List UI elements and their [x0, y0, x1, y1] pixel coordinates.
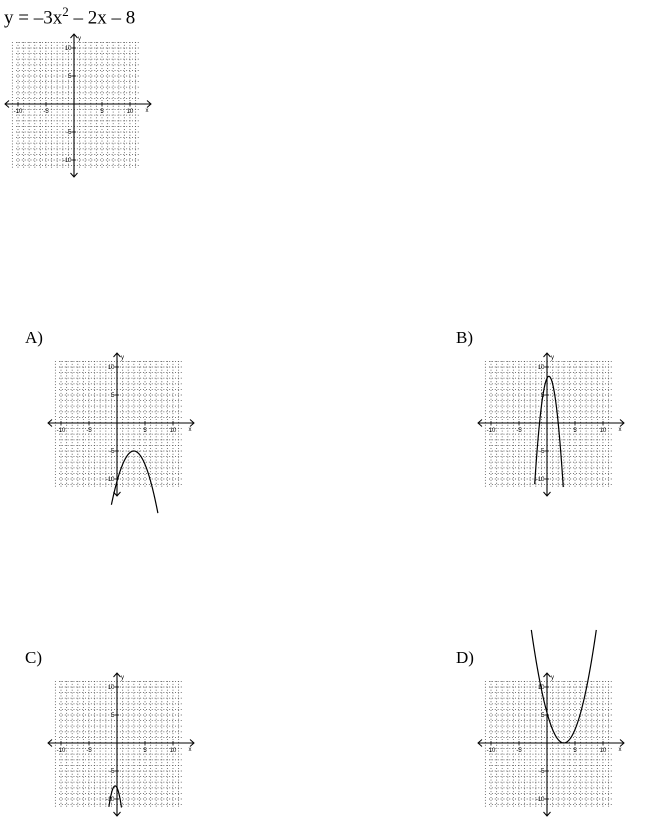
y-tick-label: 5	[111, 713, 115, 719]
question-graph	[5, 33, 153, 179]
y-tick-label: -10	[105, 477, 115, 483]
y-tick-label: -10	[62, 158, 72, 164]
x-tick-label: 10	[169, 748, 177, 754]
y-tick-label: 10	[537, 685, 545, 691]
y-tick-label: -5	[539, 449, 545, 455]
x-tick-label: 10	[169, 428, 177, 434]
x-tick-label: 5	[143, 748, 147, 754]
option-a-label[interactable]: A)	[25, 328, 43, 347]
x-tick-label: -5	[86, 428, 92, 434]
y-tick-label: 10	[537, 365, 545, 371]
y-tick-label: -5	[109, 769, 115, 775]
y-axis-label: y	[78, 36, 81, 42]
x-tick-label: 10	[599, 428, 607, 434]
x-tick-label: -10	[56, 748, 66, 754]
y-tick-label: -5	[539, 769, 545, 775]
x-tick-label: -5	[86, 748, 92, 754]
x-tick-label: -5	[516, 428, 522, 434]
y-tick-label: -10	[105, 797, 115, 803]
y-tick-label: 5	[111, 393, 115, 399]
parabola-curve	[109, 786, 122, 808]
y-tick-label: -5	[109, 449, 115, 455]
x-tick-label: -10	[486, 748, 496, 754]
y-axis-label: y	[121, 355, 124, 361]
equation-term-b: – 2x – 8	[68, 7, 136, 29]
y-tick-label: -10	[535, 477, 545, 483]
x-axis-label: x	[618, 427, 622, 433]
equation-lhs: y =	[4, 7, 34, 29]
x-tick-label: 5	[573, 428, 577, 434]
y-tick-label: 10	[64, 46, 72, 52]
y-tick-label: 10	[107, 685, 115, 691]
option-d-graph[interactable]	[478, 672, 626, 818]
x-axis-label: x	[618, 747, 622, 753]
option-a-graph[interactable]	[48, 352, 196, 498]
x-tick-label: 10	[599, 748, 607, 754]
x-axis-label: x	[145, 108, 149, 114]
x-tick-label: 5	[100, 109, 104, 115]
x-tick-label: 5	[143, 428, 147, 434]
y-axis-label: y	[551, 675, 554, 681]
option-d-label[interactable]: D)	[456, 648, 474, 667]
option-c-label[interactable]: C)	[25, 648, 42, 667]
x-tick-label: -5	[43, 109, 49, 115]
x-tick-label: -10	[13, 109, 23, 115]
x-axis-label: x	[188, 747, 192, 753]
y-tick-label: 5	[68, 74, 72, 80]
y-tick-label: 5	[541, 393, 545, 399]
equation-exponent: 2	[62, 4, 69, 19]
y-tick-label: 10	[107, 365, 115, 371]
option-b-label[interactable]: B)	[456, 328, 473, 347]
y-tick-label: 5	[541, 713, 545, 719]
equation-term-a: –3x	[33, 7, 63, 29]
option-b-graph[interactable]	[478, 352, 626, 498]
x-tick-label: 10	[126, 109, 134, 115]
question-equation	[4, 4, 135, 29]
y-tick-label: -10	[535, 797, 545, 803]
y-axis-label: y	[121, 675, 124, 681]
x-tick-label: -5	[516, 748, 522, 754]
parabola-curve	[531, 630, 596, 743]
x-axis-label: x	[188, 427, 192, 433]
y-tick-label: -5	[66, 130, 72, 136]
option-c-graph[interactable]	[48, 672, 196, 818]
x-tick-label: -10	[56, 428, 66, 434]
x-tick-label: 5	[573, 748, 577, 754]
parabola-curve	[535, 376, 564, 487]
y-axis-label: y	[551, 355, 554, 361]
x-tick-label: -10	[486, 428, 496, 434]
